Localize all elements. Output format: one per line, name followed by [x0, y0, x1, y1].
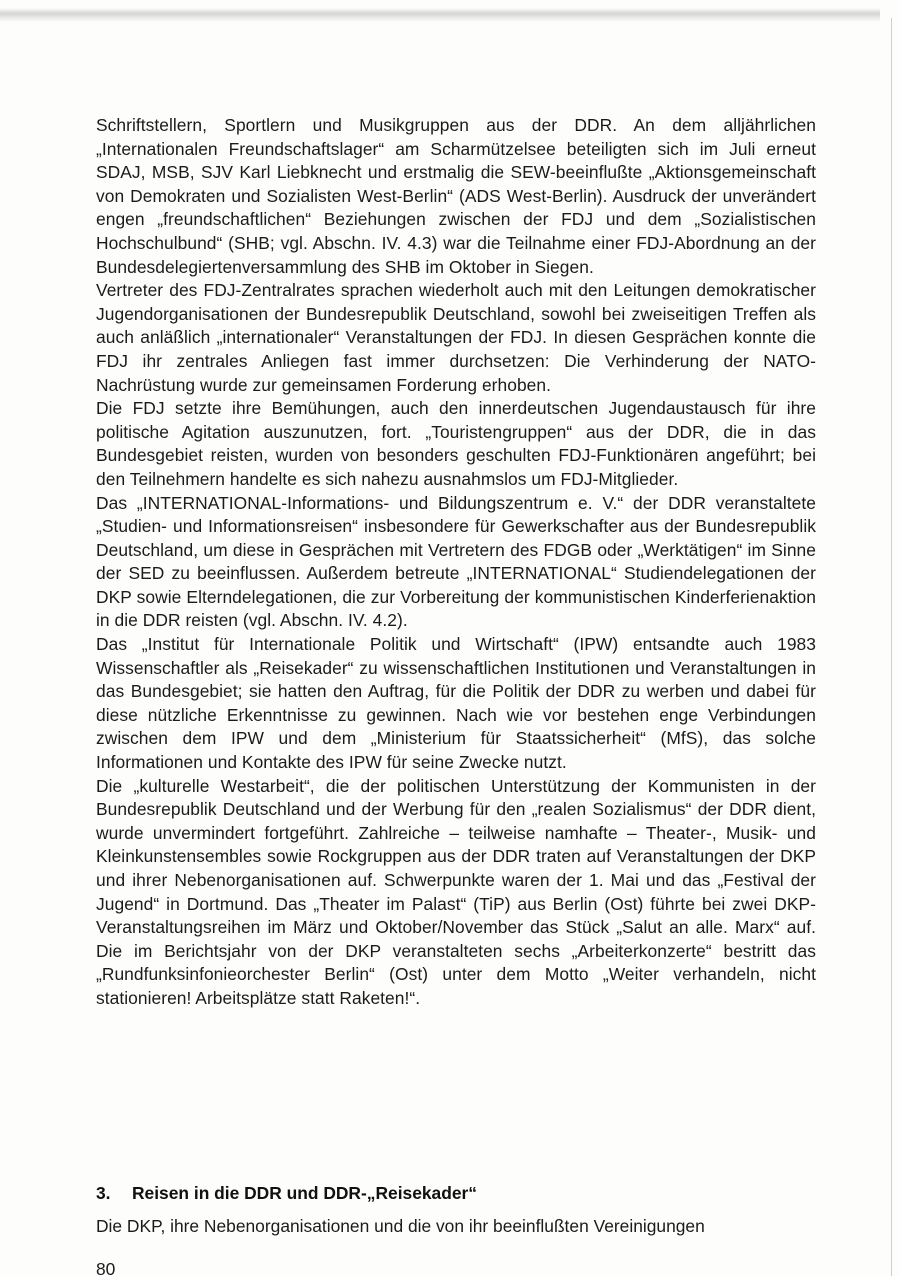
section-first-line: Die DKP, ihre Nebenorganisationen und die von ihr beeinflußten Vereinigungen — [96, 1216, 705, 1236]
paragraph-5: Das „Institut für Internationale Politik und Wirtschaft“ (IPW) entsandte auch 1983 Wissenschaftler als „Reisekader“ zu wissenschaftlichen Institutionen und Veranstaltungen in das Bundesgebiet; sie hatten den Auftrag, für die Politik der DDR zu werben und dabei für diese nützliche Erkenntnisse zu gewinnen. Nach wie vor bestehen enge Verbindungen zwischen dem IPW und dem „Ministerium für Staatssicherheit“ (MfS), das solche Informationen und Kontakte des IPW für seine Zwecke nutzt. — [96, 634, 816, 773]
section-heading — [96, 1181, 816, 1205]
section-number: 3. — [96, 1183, 111, 1203]
body-text — [96, 114, 816, 1011]
paragraph-6: Die „kulturelle Westarbeit“, die der politischen Unterstützung der Kommunisten in der Bundesrepublik Deutschland und der Werbung für den „realen Sozialismus“ der DDR dient, wurde unvermindert fortgeführt. Zahlreiche – teilweise namhafte – Theater-, Musik- und Kleinkunstensembles sowie Rockgruppen aus der DDR traten auf Veranstaltungen der DKP und ihrer Nebenorganisationen auf. Schwerpunkte waren der 1. Mai und das „Festival der Jugend“ in Dortmund. Das „Theater im Palast“ (TiP) aus Berlin (Ost) führte bei zwei DKP-Veranstaltungsreihen im März und Oktober/November das Stück „Salut an alle. Marx“ auf. Die im Berichtsjahr von der DKP veranstalteten sechs „Arbeiterkonzerte“ bestritt das „Rundfunksinfonieorchester Berlin“ (Ost) unter dem Motto „Weiter verhandeln, nicht stationieren! Arbeitsplätze statt Raketen!“. — [96, 775, 816, 1008]
scan-right-edge — [891, 18, 892, 1276]
paragraph-1: Schriftstellern, Sportlern und Musikgruppen aus der DDR. An dem alljährlichen „Internationalen Freundschaftslager“ am Scharmützelsee beteiligten sich im Juli erneut SDAJ, MSB, SJV Karl Liebknecht und erstmalig die SEW-beeinflußte „Aktionsgemeinschaft von Demokraten und Sozialisten West-Berlin“ (ADS West-Berlin). Ausdruck der unverändert engen „freundschaftlichen“ Beziehungen zwischen der FDJ und dem „Sozialistischen Hochschulbund“ (SHB; vgl. Abschn. IV. 4.3) war die Teilnahme einer FDJ-Abordnung an der Bundesdelegiertenversammlung des SHB im Oktober in Siegen. — [96, 115, 816, 277]
paragraph-2: Vertreter des FDJ-Zentralrates sprachen wiederholt auch mit den Leitungen demokratischer Jugendorganisationen der Bundesrepublik Deutschland, sowohl bei zweiseitigen Treffen als auch anläßlich „internationaler“ Veranstaltungen der FDJ. In diesen Gesprächen konnte die FDJ ihr zentrales Anliegen fast immer durchsetzen: Die Verhinderung der NATO-Nachrüstung wurde zur gemeinsamen Forderung erhoben. — [96, 280, 816, 395]
paragraph-3: Die FDJ setzte ihre Bemühungen, auch den innerdeutschen Jugendaustausch für ihre politische Agitation auszunutzen, fort. „Touristengruppen“ aus der DDR, die in das Bundesgebiet reisten, wurden von besonders geschulten FDJ-Funktionären angeführt; bei den Teilnehmern handelte es sich nahezu ausnahmslos um FDJ-Mitglieder. — [96, 398, 816, 489]
section-title: Reisen in die DDR und DDR-„Reisekader“ — [132, 1183, 477, 1203]
paragraph-4: Das „INTERNATIONAL-Informations- und Bildungszentrum e. V.“ der DDR veranstaltete „Studien- und Informationsreisen“ insbesondere für Gewerkschafter aus der Bundesrepublik Deutschland, um diese in Gesprächen mit Vertretern des FDGB oder „Werktätigen“ im Sinne der SED zu beeinflussen. Außerdem betreute „INTERNATIONAL“ Studiendelegationen der DKP sowie Elterndelegationen, die zur Vorbereitung der kommunistischen Kinderferienaktion in die DDR reisten (vgl. Abschn. IV. 4.2). — [96, 492, 816, 631]
scan-top-shadow — [0, 8, 880, 22]
page-number: 80 — [96, 1259, 116, 1276]
